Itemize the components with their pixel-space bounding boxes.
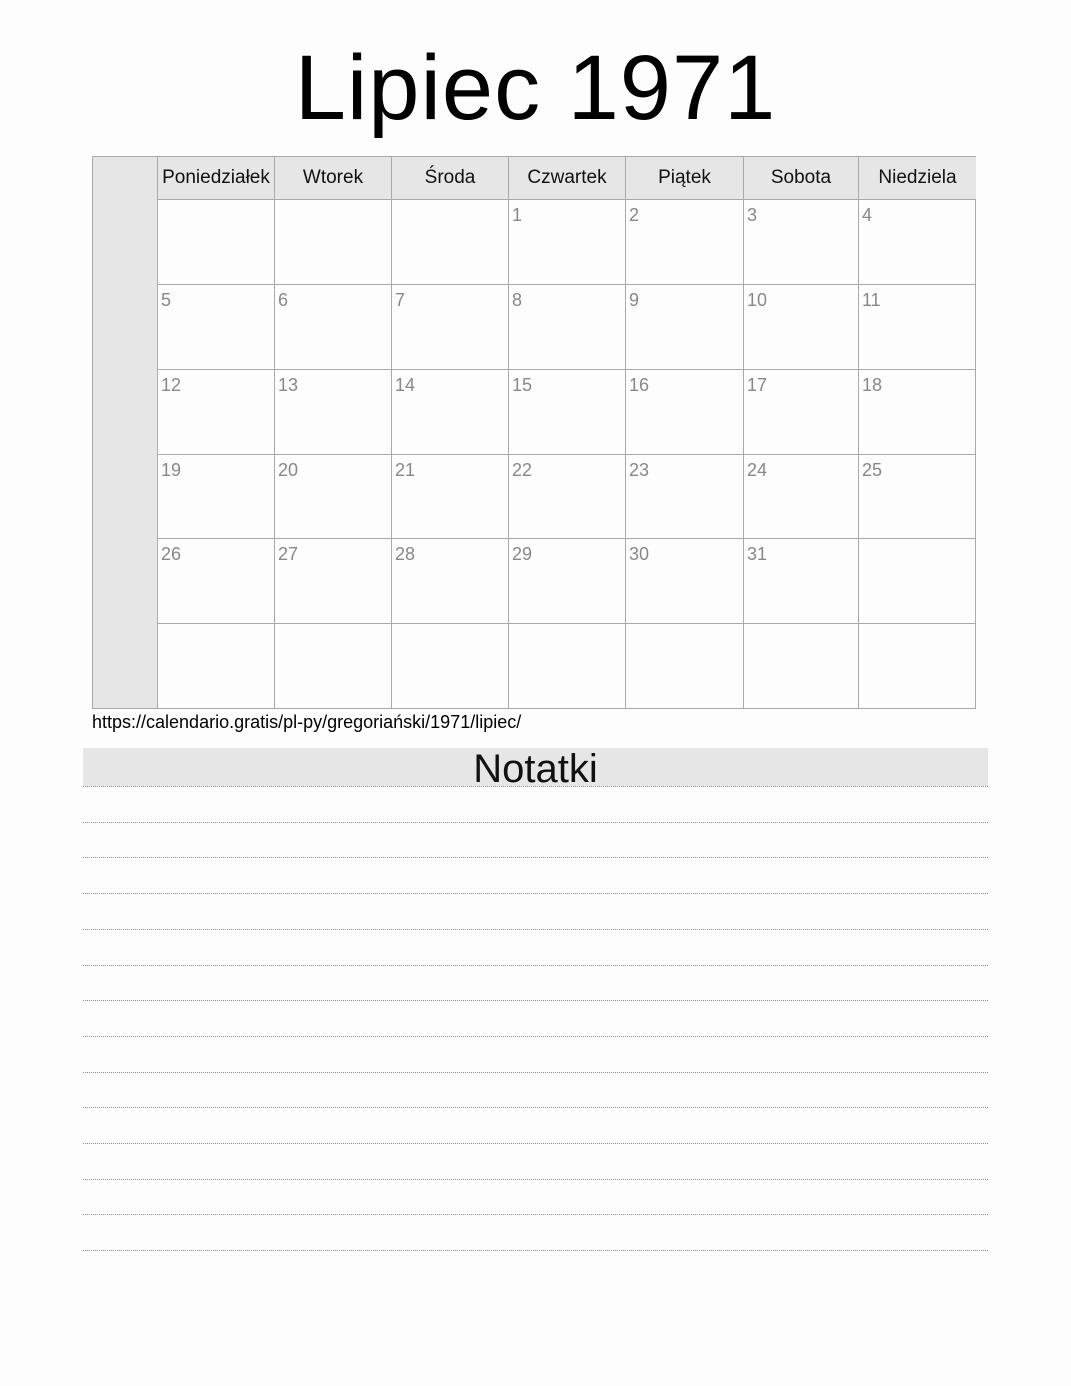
day-cell <box>275 200 392 285</box>
calendar-table <box>158 157 976 708</box>
day-cell <box>626 624 744 708</box>
day-cell <box>392 200 509 285</box>
day-number: 21 <box>395 460 416 480</box>
day-number: 30 <box>629 544 650 564</box>
note-line <box>83 893 988 894</box>
day-number: 24 <box>747 460 768 480</box>
day-cell <box>275 370 392 455</box>
day-cell <box>744 200 859 285</box>
note-line <box>83 1214 988 1215</box>
day-cell <box>626 539 744 624</box>
day-number: 14 <box>395 375 416 395</box>
weekday-header: Czwartek <box>509 157 626 200</box>
day-number: 3 <box>747 205 758 225</box>
day-number: 17 <box>747 375 768 395</box>
day-number: 16 <box>629 375 650 395</box>
day-cell <box>275 455 392 539</box>
day-number: 10 <box>747 290 768 310</box>
day-cell <box>392 624 509 708</box>
week-number-column <box>93 157 158 708</box>
day-cell <box>392 455 509 539</box>
day-number: 20 <box>278 460 299 480</box>
day-cell <box>859 455 976 539</box>
day-number: 4 <box>862 205 873 225</box>
day-cell <box>509 285 626 370</box>
note-line <box>83 1107 988 1108</box>
day-cell <box>158 370 275 455</box>
weekday-header: Poniedziałek <box>158 157 275 200</box>
day-cell <box>158 200 275 285</box>
day-cell <box>509 539 626 624</box>
day-cell <box>392 285 509 370</box>
day-number: 12 <box>161 375 182 395</box>
day-cell <box>275 285 392 370</box>
source-url: https://calendario.gratis/pl-py/gregoriański/1971/lipiec/ <box>92 712 522 732</box>
day-cell <box>509 624 626 708</box>
day-number: 13 <box>278 375 299 395</box>
day-number: 15 <box>512 375 533 395</box>
day-cell <box>509 200 626 285</box>
day-cell <box>859 624 976 708</box>
day-cell <box>859 370 976 455</box>
day-number: 6 <box>278 290 289 310</box>
note-line <box>83 1179 988 1180</box>
day-cell <box>275 624 392 708</box>
day-cell <box>509 370 626 455</box>
day-number: 2 <box>629 205 640 225</box>
day-number: 29 <box>512 544 533 564</box>
day-cell <box>859 200 976 285</box>
note-line <box>83 965 988 966</box>
day-cell <box>509 455 626 539</box>
day-number: 31 <box>747 544 768 564</box>
weekday-header: Środa <box>392 157 509 200</box>
day-number: 22 <box>512 460 533 480</box>
page-title: Lipiec 1971 <box>294 37 777 139</box>
weekday-header: Sobota <box>744 157 859 200</box>
day-cell <box>392 370 509 455</box>
note-line <box>83 822 988 823</box>
day-cell <box>158 455 275 539</box>
day-number: 9 <box>629 290 640 310</box>
note-line <box>83 1000 988 1001</box>
day-number: 18 <box>862 375 883 395</box>
day-number: 11 <box>862 290 881 310</box>
day-number: 25 <box>862 460 883 480</box>
day-cell <box>158 539 275 624</box>
day-cell <box>744 539 859 624</box>
note-line <box>83 1072 988 1073</box>
day-number: 8 <box>512 290 523 310</box>
day-number: 28 <box>395 544 416 564</box>
day-cell <box>744 624 859 708</box>
day-number: 23 <box>629 460 650 480</box>
day-cell <box>744 285 859 370</box>
day-cell <box>626 200 744 285</box>
day-cell <box>626 370 744 455</box>
day-cell <box>392 539 509 624</box>
day-number: 26 <box>161 544 182 564</box>
day-cell <box>158 285 275 370</box>
weekday-header: Piątek <box>626 157 744 200</box>
day-number: 7 <box>395 290 406 310</box>
day-number: 19 <box>161 460 182 480</box>
note-line <box>83 786 988 787</box>
notes-title: Notatki <box>83 748 988 786</box>
note-line <box>83 1036 988 1037</box>
weekday-header: Wtorek <box>275 157 392 200</box>
day-cell <box>859 539 976 624</box>
day-number: 5 <box>161 290 172 310</box>
note-line <box>83 1143 988 1144</box>
day-number: 27 <box>278 544 299 564</box>
day-cell <box>859 285 976 370</box>
calendar-grid <box>92 156 976 709</box>
day-number: 1 <box>512 205 523 225</box>
note-line <box>83 929 988 930</box>
day-cell <box>275 539 392 624</box>
day-cell <box>744 370 859 455</box>
day-cell <box>158 624 275 708</box>
day-cell <box>744 455 859 539</box>
note-line <box>83 857 988 858</box>
day-cell <box>626 455 744 539</box>
day-cell <box>626 285 744 370</box>
note-line <box>83 1250 988 1251</box>
weekday-header: Niedziela <box>859 157 976 200</box>
